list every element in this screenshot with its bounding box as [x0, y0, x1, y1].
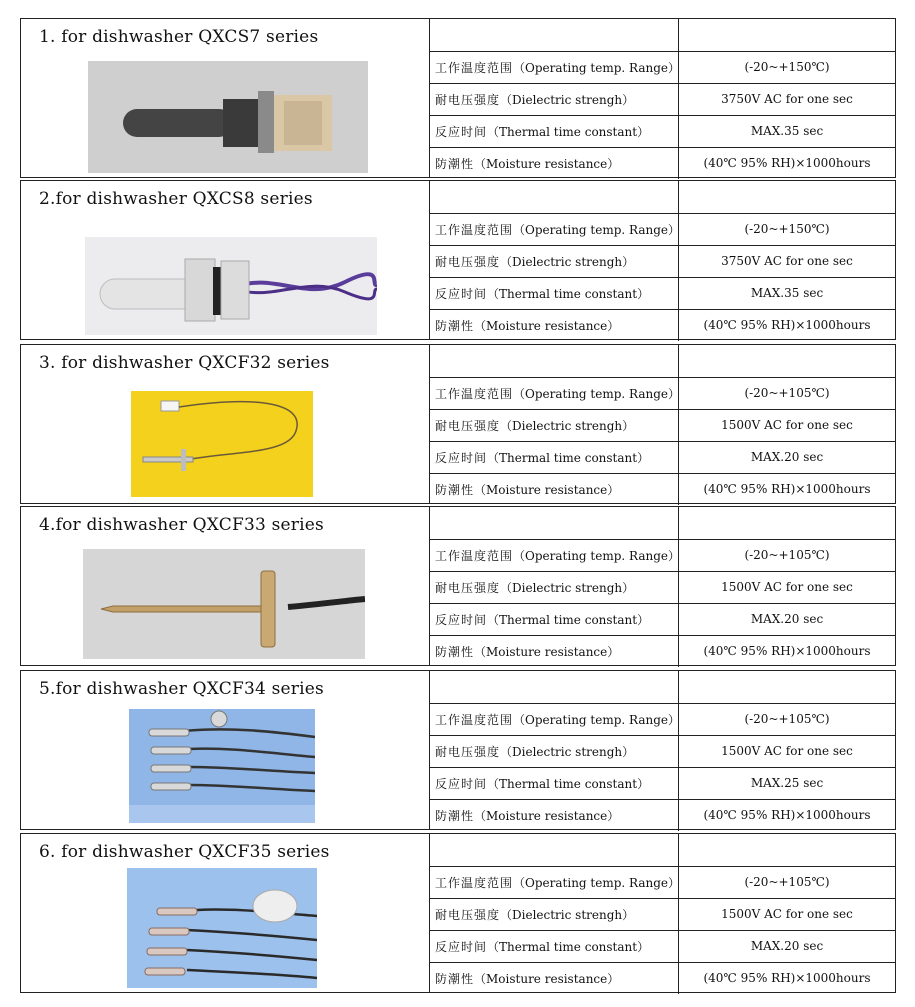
spec-value: (40℃ 95% RH)×1000hours: [703, 644, 871, 658]
sensor-photo-qxcf34: [129, 709, 315, 823]
spec-label-en: （Thermal time constant）: [487, 776, 650, 791]
table-row: [429, 898, 895, 931]
spec-value: (-20~+150℃): [744, 222, 830, 236]
table-row: [429, 571, 895, 604]
spec-value: (-20~+105℃): [744, 548, 830, 562]
spec-value: 3750V AC for one sec: [721, 92, 853, 106]
product-image-panel: [21, 19, 430, 177]
header-cell: [679, 345, 895, 377]
table-header-row: [429, 507, 895, 540]
header-cell: [679, 19, 895, 51]
product-image-panel: [21, 834, 430, 992]
spec-label: [429, 213, 679, 245]
product-block-2: [20, 180, 896, 340]
product-block-5: [20, 670, 896, 830]
spec-label: [429, 83, 679, 115]
spec-label: [429, 767, 679, 799]
header-cell: [429, 181, 679, 213]
spec-label: [429, 603, 679, 635]
product-image-panel: [21, 507, 430, 665]
spec-label: [429, 377, 679, 409]
table-row: [429, 377, 895, 410]
spec-label-cn: 耐电压强度: [435, 418, 501, 433]
spec-label-cn: 耐电压强度: [435, 580, 501, 595]
header-cell: [429, 507, 679, 539]
spec-label-cn: 耐电压强度: [435, 744, 501, 759]
spec-label: [429, 245, 679, 277]
product-title: 5.for dishwasher QXCF34 series: [39, 679, 324, 699]
header-cell: [429, 834, 679, 866]
spec-label-en: （Moisture resistance）: [474, 156, 620, 171]
spec-value: (40℃ 95% RH)×1000hours: [703, 156, 871, 170]
spec-value: (-20~+150℃): [744, 60, 830, 74]
table-row: [429, 962, 895, 994]
table-header-row: [429, 19, 895, 52]
spec-value: MAX.20 sec: [750, 450, 824, 464]
spec-label-cn: 防潮性: [435, 156, 475, 171]
spec-label-cn: 工作温度范围: [435, 712, 514, 727]
product-image-panel: [21, 345, 430, 503]
spec-value: (40℃ 95% RH)×1000hours: [703, 971, 871, 985]
table-row: [429, 703, 895, 736]
spec-value: (40℃ 95% RH)×1000hours: [703, 318, 871, 332]
header-cell: [429, 671, 679, 703]
table-row: [429, 930, 895, 963]
product-title: 3. for dishwasher QXCF32 series: [39, 353, 330, 373]
spec-label-en: （Moisture resistance）: [474, 971, 620, 986]
spec-label-en: （Moisture resistance）: [474, 482, 620, 497]
spec-label-cn: 防潮性: [435, 808, 475, 823]
table-row: [429, 147, 895, 179]
sensor-photo-qxcs7: [88, 61, 368, 173]
spec-value: MAX.20 sec: [750, 939, 824, 953]
spec-value: (-20~+105℃): [744, 875, 830, 889]
spec-label: [429, 930, 679, 962]
product-block-1: [20, 18, 896, 178]
product-block-4: [20, 506, 896, 666]
spec-label-cn: 耐电压强度: [435, 907, 501, 922]
spec-label-en: （Moisture resistance）: [474, 644, 620, 659]
spec-label-cn: 反应时间: [435, 776, 488, 791]
spec-label: [429, 703, 679, 735]
spec-label: [429, 735, 679, 767]
spec-label-en: （Dielectric strengh）: [500, 254, 635, 269]
spec-label-en: （Operating temp. Range）: [513, 386, 681, 401]
spec-label-cn: 反应时间: [435, 286, 488, 301]
spec-table: [429, 181, 895, 339]
spec-label-cn: 防潮性: [435, 644, 475, 659]
spec-label-cn: 反应时间: [435, 939, 488, 954]
table-row: [429, 799, 895, 831]
spec-value: 1500V AC for one sec: [721, 907, 853, 921]
spec-value: (40℃ 95% RH)×1000hours: [703, 482, 871, 496]
product-title: 4.for dishwasher QXCF33 series: [39, 515, 324, 535]
sensor-photo-qxcf32: [131, 391, 313, 497]
table-row: [429, 635, 895, 667]
spec-value: 3750V AC for one sec: [721, 254, 853, 268]
spec-label-cn: 工作温度范围: [435, 60, 514, 75]
spec-label-en: （Operating temp. Range）: [513, 875, 681, 890]
spec-value: (-20~+105℃): [744, 712, 830, 726]
spec-label-cn: 工作温度范围: [435, 222, 514, 237]
spec-label: [429, 277, 679, 309]
spec-table: [429, 345, 895, 503]
spec-label: [429, 571, 679, 603]
spec-label: [429, 898, 679, 930]
spec-value: 1500V AC for one sec: [721, 418, 853, 432]
table-row: [429, 603, 895, 636]
spec-label-cn: 工作温度范围: [435, 386, 514, 401]
spec-label: [429, 866, 679, 898]
table-row: [429, 245, 895, 278]
spec-value: MAX.20 sec: [750, 612, 824, 626]
spec-label-en: （Moisture resistance）: [474, 318, 620, 333]
spec-label-en: （Operating temp. Range）: [513, 60, 681, 75]
table-row: [429, 409, 895, 442]
header-cell: [679, 834, 895, 866]
spec-label-en: （Thermal time constant）: [487, 612, 650, 627]
product-title: 2.for dishwasher QXCS8 series: [39, 189, 313, 209]
spec-label-en: （Operating temp. Range）: [513, 712, 681, 727]
sensor-photo-qxcs8: [85, 237, 377, 335]
spec-label: [429, 635, 679, 667]
table-header-row: [429, 345, 895, 378]
header-cell: [429, 345, 679, 377]
spec-label-en: （Thermal time constant）: [487, 939, 650, 954]
spec-label-cn: 防潮性: [435, 482, 475, 497]
spec-label-en: （Thermal time constant）: [487, 124, 650, 139]
table-header-row: [429, 671, 895, 704]
spec-label-en: （Dielectric strengh）: [500, 92, 635, 107]
spec-label-cn: 反应时间: [435, 612, 488, 627]
spec-label-en: （Dielectric strengh）: [500, 580, 635, 595]
spec-label-en: （Dielectric strengh）: [500, 744, 635, 759]
spec-table: [429, 671, 895, 829]
spec-label: [429, 115, 679, 147]
header-cell: [679, 507, 895, 539]
spec-label: [429, 147, 679, 179]
spec-label-cn: 防潮性: [435, 318, 475, 333]
spec-label: [429, 409, 679, 441]
sensor-photo-qxcf35: [127, 868, 317, 988]
spec-label-cn: 工作温度范围: [435, 548, 514, 563]
product-image-panel: [21, 671, 430, 829]
spec-label: [429, 309, 679, 341]
spec-label-cn: 耐电压强度: [435, 92, 501, 107]
product-block-6: [20, 833, 896, 993]
table-row: [429, 277, 895, 310]
spec-table: [429, 834, 895, 992]
spec-label-en: （Dielectric strengh）: [500, 418, 635, 433]
sensor-photo-qxcf33: [83, 549, 365, 659]
header-cell: [679, 181, 895, 213]
table-row: [429, 735, 895, 768]
header-cell: [679, 671, 895, 703]
spec-table: [429, 19, 895, 177]
table-header-row: [429, 834, 895, 867]
spec-label: [429, 441, 679, 473]
table-row: [429, 539, 895, 572]
product-block-3: [20, 344, 896, 504]
spec-label: [429, 962, 679, 994]
spec-label-cn: 耐电压强度: [435, 254, 501, 269]
spec-label: [429, 51, 679, 83]
spec-value: 1500V AC for one sec: [721, 580, 853, 594]
table-row: [429, 767, 895, 800]
spec-label-cn: 防潮性: [435, 971, 475, 986]
table-header-row: [429, 181, 895, 214]
spec-value: (40℃ 95% RH)×1000hours: [703, 808, 871, 822]
spec-label-en: （Thermal time constant）: [487, 450, 650, 465]
table-row: [429, 866, 895, 899]
spec-label-en: （Operating temp. Range）: [513, 222, 681, 237]
table-row: [429, 309, 895, 341]
header-cell: [429, 19, 679, 51]
table-row: [429, 441, 895, 474]
table-row: [429, 115, 895, 148]
table-row: [429, 213, 895, 246]
table-row: [429, 51, 895, 84]
product-image-panel: [21, 181, 430, 339]
spec-label-en: （Thermal time constant）: [487, 286, 650, 301]
spec-label: [429, 473, 679, 505]
spec-value: 1500V AC for one sec: [721, 744, 853, 758]
product-title: 6. for dishwasher QXCF35 series: [39, 842, 330, 862]
spec-label-cn: 反应时间: [435, 450, 488, 465]
table-row: [429, 83, 895, 116]
spec-label-en: （Operating temp. Range）: [513, 548, 681, 563]
spec-value: (-20~+105℃): [744, 386, 830, 400]
spec-label-cn: 反应时间: [435, 124, 488, 139]
spec-label: [429, 539, 679, 571]
spec-label: [429, 799, 679, 831]
spec-label-cn: 工作温度范围: [435, 875, 514, 890]
spec-label-en: （Dielectric strengh）: [500, 907, 635, 922]
product-title: 1. for dishwasher QXCS7 series: [39, 27, 319, 47]
spec-value: MAX.35 sec: [750, 286, 824, 300]
spec-table: [429, 507, 895, 665]
spec-value: MAX.35 sec: [750, 124, 824, 138]
spec-label-en: （Moisture resistance）: [474, 808, 620, 823]
table-row: [429, 473, 895, 505]
spec-value: MAX.25 sec: [750, 776, 824, 790]
